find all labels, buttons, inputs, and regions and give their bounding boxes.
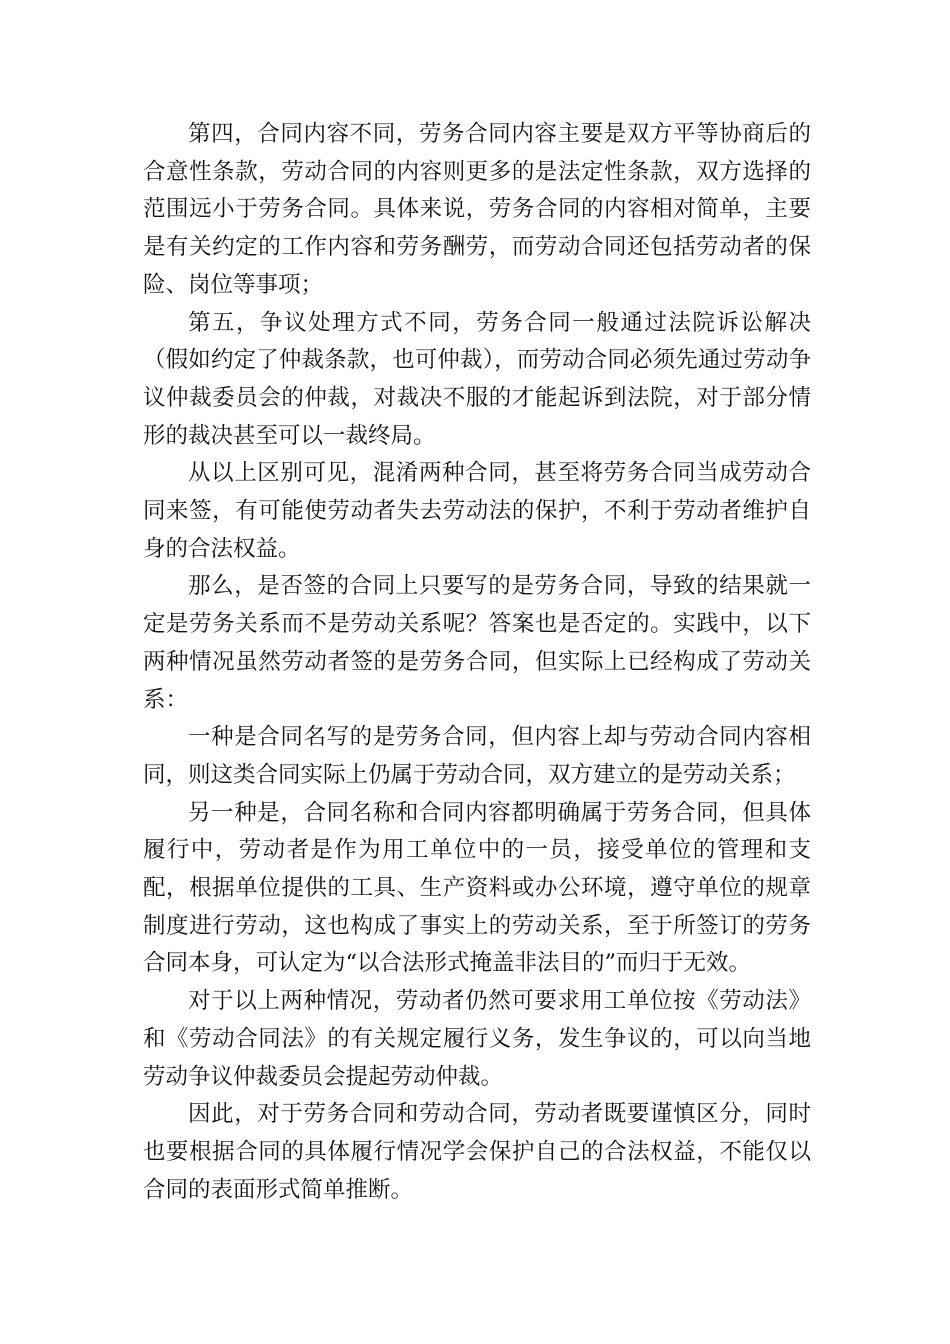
paragraph-case-two: 另一种是，合同名称和合同内容都明确属于劳务合同，但具体履行中，劳动者是作为用工单位中的一员，接受单位的管理和支配，根据单位提供的工具、生产资料或办公环境，遵守单位的规章制度进行劳动，这也构成了事实上的劳动关系，至于所签订的劳务合同本身，可认定为“以合法形式掩盖非法目的”而归于无效。 (143, 799, 811, 977)
document-body (143, 116, 811, 1209)
paragraph-summary: 因此，对于劳务合同和劳动合同，劳动者既要谨慎区分，同时也要根据合同的具体履行情况学会保护自己的合法权益，不能仅以合同的表面形式简单推断。 (143, 1101, 811, 1203)
paragraph-conclusion-confusion: 从以上区别可见，混淆两种合同，甚至将劳务合同当成劳动合同来签，有可能使劳动者失去劳动法的保护，不利于劳动者维护自身的合法权益。 (143, 460, 811, 562)
paragraph-fourth-difference: 第四，合同内容不同，劳务合同内容主要是双方平等协商后的合意性条款，劳动合同的内容则更多的是法定性条款，双方选择的范围远小于劳务合同。具体来说，劳务合同的内容相对简单，主要是有关约定的工作内容和劳务酬劳，而劳动合同还包括劳动者的保险、岗位等事项； (143, 121, 811, 298)
paragraph-case-one: 一种是合同名写的是劳务合同，但内容上却与劳动合同内容相同，则这类合同实际上仍属于劳动合同，双方建立的是劳动关系； (143, 724, 811, 788)
paragraph-fifth-difference: 第五，争议处理方式不同，劳务合同一般通过法院诉讼解决（假如约定了仲裁条款，也可仲裁），而劳动合同必须先通过劳动争议仲裁委员会的仲裁，对裁决不服的才能起诉到法院，对于部分情形的裁决甚至可以一裁终局。 (143, 309, 811, 449)
paragraph-question: 那么，是否签的合同上只要写的是劳务合同，导致的结果就一定是劳务关系而不是劳动关系呢？答案也是否定的。实践中，以下两种情况虽然劳动者签的是劳务合同，但实际上已经构成了劳动关系： (143, 573, 811, 713)
paragraph-legal-remedy: 对于以上两种情况，劳动者仍然可要求用工单位按《劳动法》和《劳动合同法》的有关规定履行义务，发生争议的，可以向当地劳动争议仲裁委员会提起劳动仲裁。 (143, 988, 811, 1090)
